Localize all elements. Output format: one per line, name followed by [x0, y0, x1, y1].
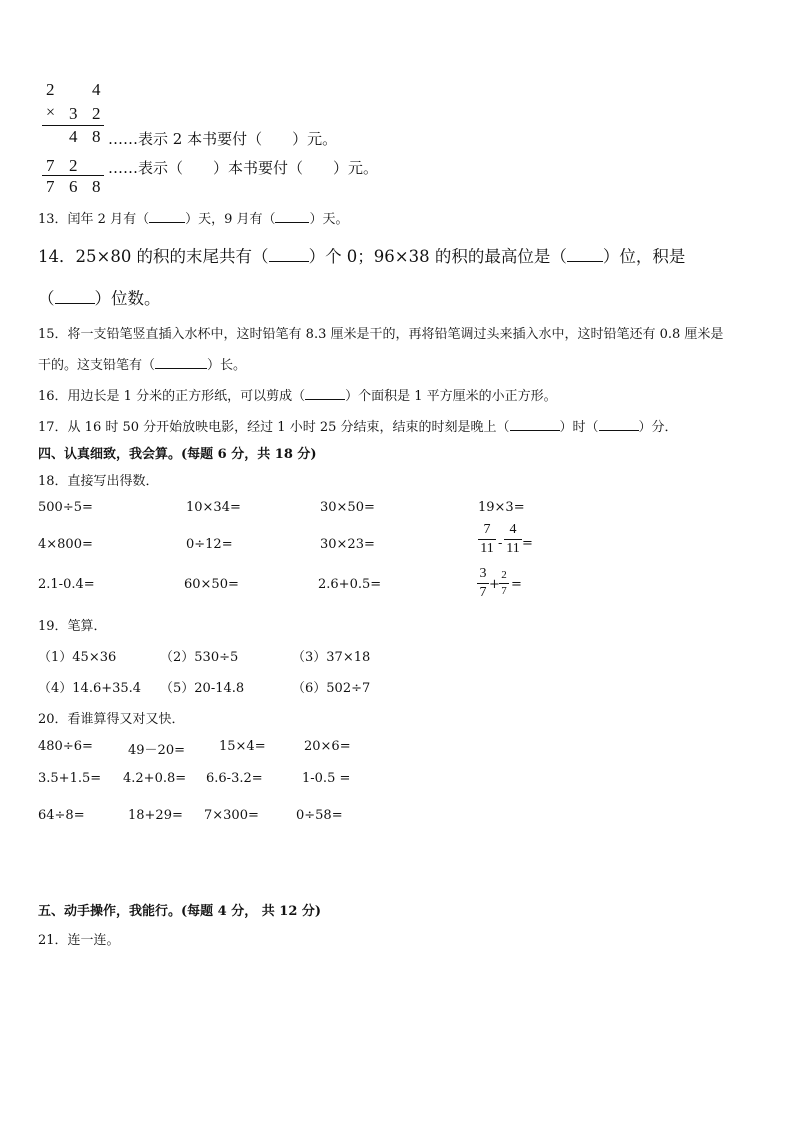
digit: 6	[69, 177, 78, 196]
equals-sign: =	[511, 577, 522, 592]
written-calc: （6）502÷7	[292, 681, 371, 696]
question-18-title: 18．直接写出得数．	[38, 474, 159, 489]
oral-calc: 19×3=	[478, 500, 525, 515]
quick-calc: 15×4=	[219, 739, 266, 754]
question-21-title: 21．连一连。	[38, 933, 120, 948]
written-calc: （3）37×18	[292, 650, 371, 665]
answer-blank[interactable]	[510, 417, 560, 431]
answer-blank[interactable]	[269, 245, 309, 263]
digit: 3	[69, 104, 78, 123]
quick-calc: 64÷8=	[38, 808, 85, 823]
written-calc: （5）20-14.8	[160, 681, 245, 696]
quick-calc: 18+29=	[128, 808, 183, 823]
quick-calc: 7×300=	[204, 808, 259, 823]
answer-blank[interactable]	[567, 245, 603, 263]
written-calc: （2）530÷5	[160, 650, 239, 665]
quick-calc: 480÷6=	[38, 739, 93, 754]
fraction: 7 11	[478, 523, 496, 556]
question-15-line-2: 干的。这支铅笔有（ ）长。	[38, 354, 246, 373]
answer-blank[interactable]	[305, 386, 345, 400]
digit: 4	[69, 127, 78, 146]
fraction: 3 7	[477, 567, 489, 600]
quick-calc: 20×6=	[304, 739, 351, 754]
question-14-line-1: 14．25×80 的积的末尾共有（ ）个 0；96×38 的积的最高位是（ ）位，积是	[38, 243, 685, 267]
written-calc: （4）14.6+35.4	[38, 681, 142, 696]
digit: 2	[92, 104, 101, 123]
quick-calc: 1-0.5 =	[302, 771, 351, 786]
question-15-line-1: 15．将一支铅笔竖直插入水杯中，这时铅笔有 8.3 厘米是干的，再将铅笔调过头来插入水中，这时铅笔还有 0.8 厘米是	[38, 327, 724, 342]
quick-calc: 4.2+0.8=	[123, 771, 187, 786]
oral-calc: 500÷5=	[38, 500, 93, 515]
calc-rule	[42, 125, 104, 126]
oral-calc: 60×50=	[184, 577, 239, 592]
calc-note-2: ……表示（ ）本书要付（ ）元。	[108, 159, 379, 177]
question-17: 17．从 16 时 50 分开始放映电影，经过 1 小时 25 分结束，结束的时刻是晚上（ ）时（ ）分．	[38, 416, 678, 435]
answer-blank[interactable]	[155, 355, 207, 369]
digit: 2	[69, 156, 78, 175]
oral-calc: 4×800=	[38, 537, 93, 552]
oral-calc: 2.1-0.4=	[38, 577, 95, 592]
fraction: 4 11	[504, 523, 522, 556]
digit: 8	[92, 177, 101, 196]
equals-sign: =	[522, 536, 533, 551]
oral-calc: 0÷12=	[186, 537, 233, 552]
answer-blank[interactable]	[599, 417, 639, 431]
answer-blank[interactable]	[149, 209, 185, 223]
oral-calc: 30×50=	[320, 500, 375, 515]
question-14-line-2: （ ）位数。	[38, 285, 161, 309]
minus-sign: -	[498, 536, 503, 551]
digit: 4	[92, 80, 101, 99]
times-sign: ×	[46, 104, 56, 121]
digit: 7	[46, 177, 55, 196]
section-4-heading: 四、认真细致，我会算。(每题 6 分，共 18 分)	[38, 447, 317, 462]
quick-calc: 49－20=	[128, 743, 185, 758]
calc-rule	[42, 175, 104, 176]
quick-calc: 6.6-3.2=	[206, 771, 263, 786]
answer-blank[interactable]	[275, 209, 309, 223]
calc-note-1: ……表示 2 本书要付（ ）元。	[108, 130, 338, 148]
quick-calc: 3.5+1.5=	[38, 771, 102, 786]
digit: 2	[46, 80, 55, 99]
fraction: 2 7	[499, 570, 509, 597]
oral-calc: 2.6+0.5=	[318, 577, 382, 592]
digit: 7	[46, 156, 55, 175]
answer-blank[interactable]	[55, 287, 95, 305]
oral-calc: 10×34=	[186, 500, 241, 515]
question-19-title: 19．笔算．	[38, 619, 107, 634]
digit: 8	[92, 127, 101, 146]
section-5-heading: 五、动手操作，我能行。(每题 4 分， 共 12 分)	[38, 904, 322, 919]
quick-calc: 0÷58=	[296, 808, 343, 823]
plus-sign: +	[489, 577, 500, 592]
question-16: 16．用边长是 1 分米的正方形纸，可以剪成（ ）个面积是 1 平方厘米的小正方形。	[38, 385, 557, 404]
oral-calc: 30×23=	[320, 537, 375, 552]
question-20-title: 20．看谁算得又对又快．	[38, 712, 185, 727]
written-calc: （1）45×36	[38, 650, 117, 665]
question-13: 13．闰年 2 月有（ ）天，9 月有（ ）天。	[38, 208, 349, 227]
